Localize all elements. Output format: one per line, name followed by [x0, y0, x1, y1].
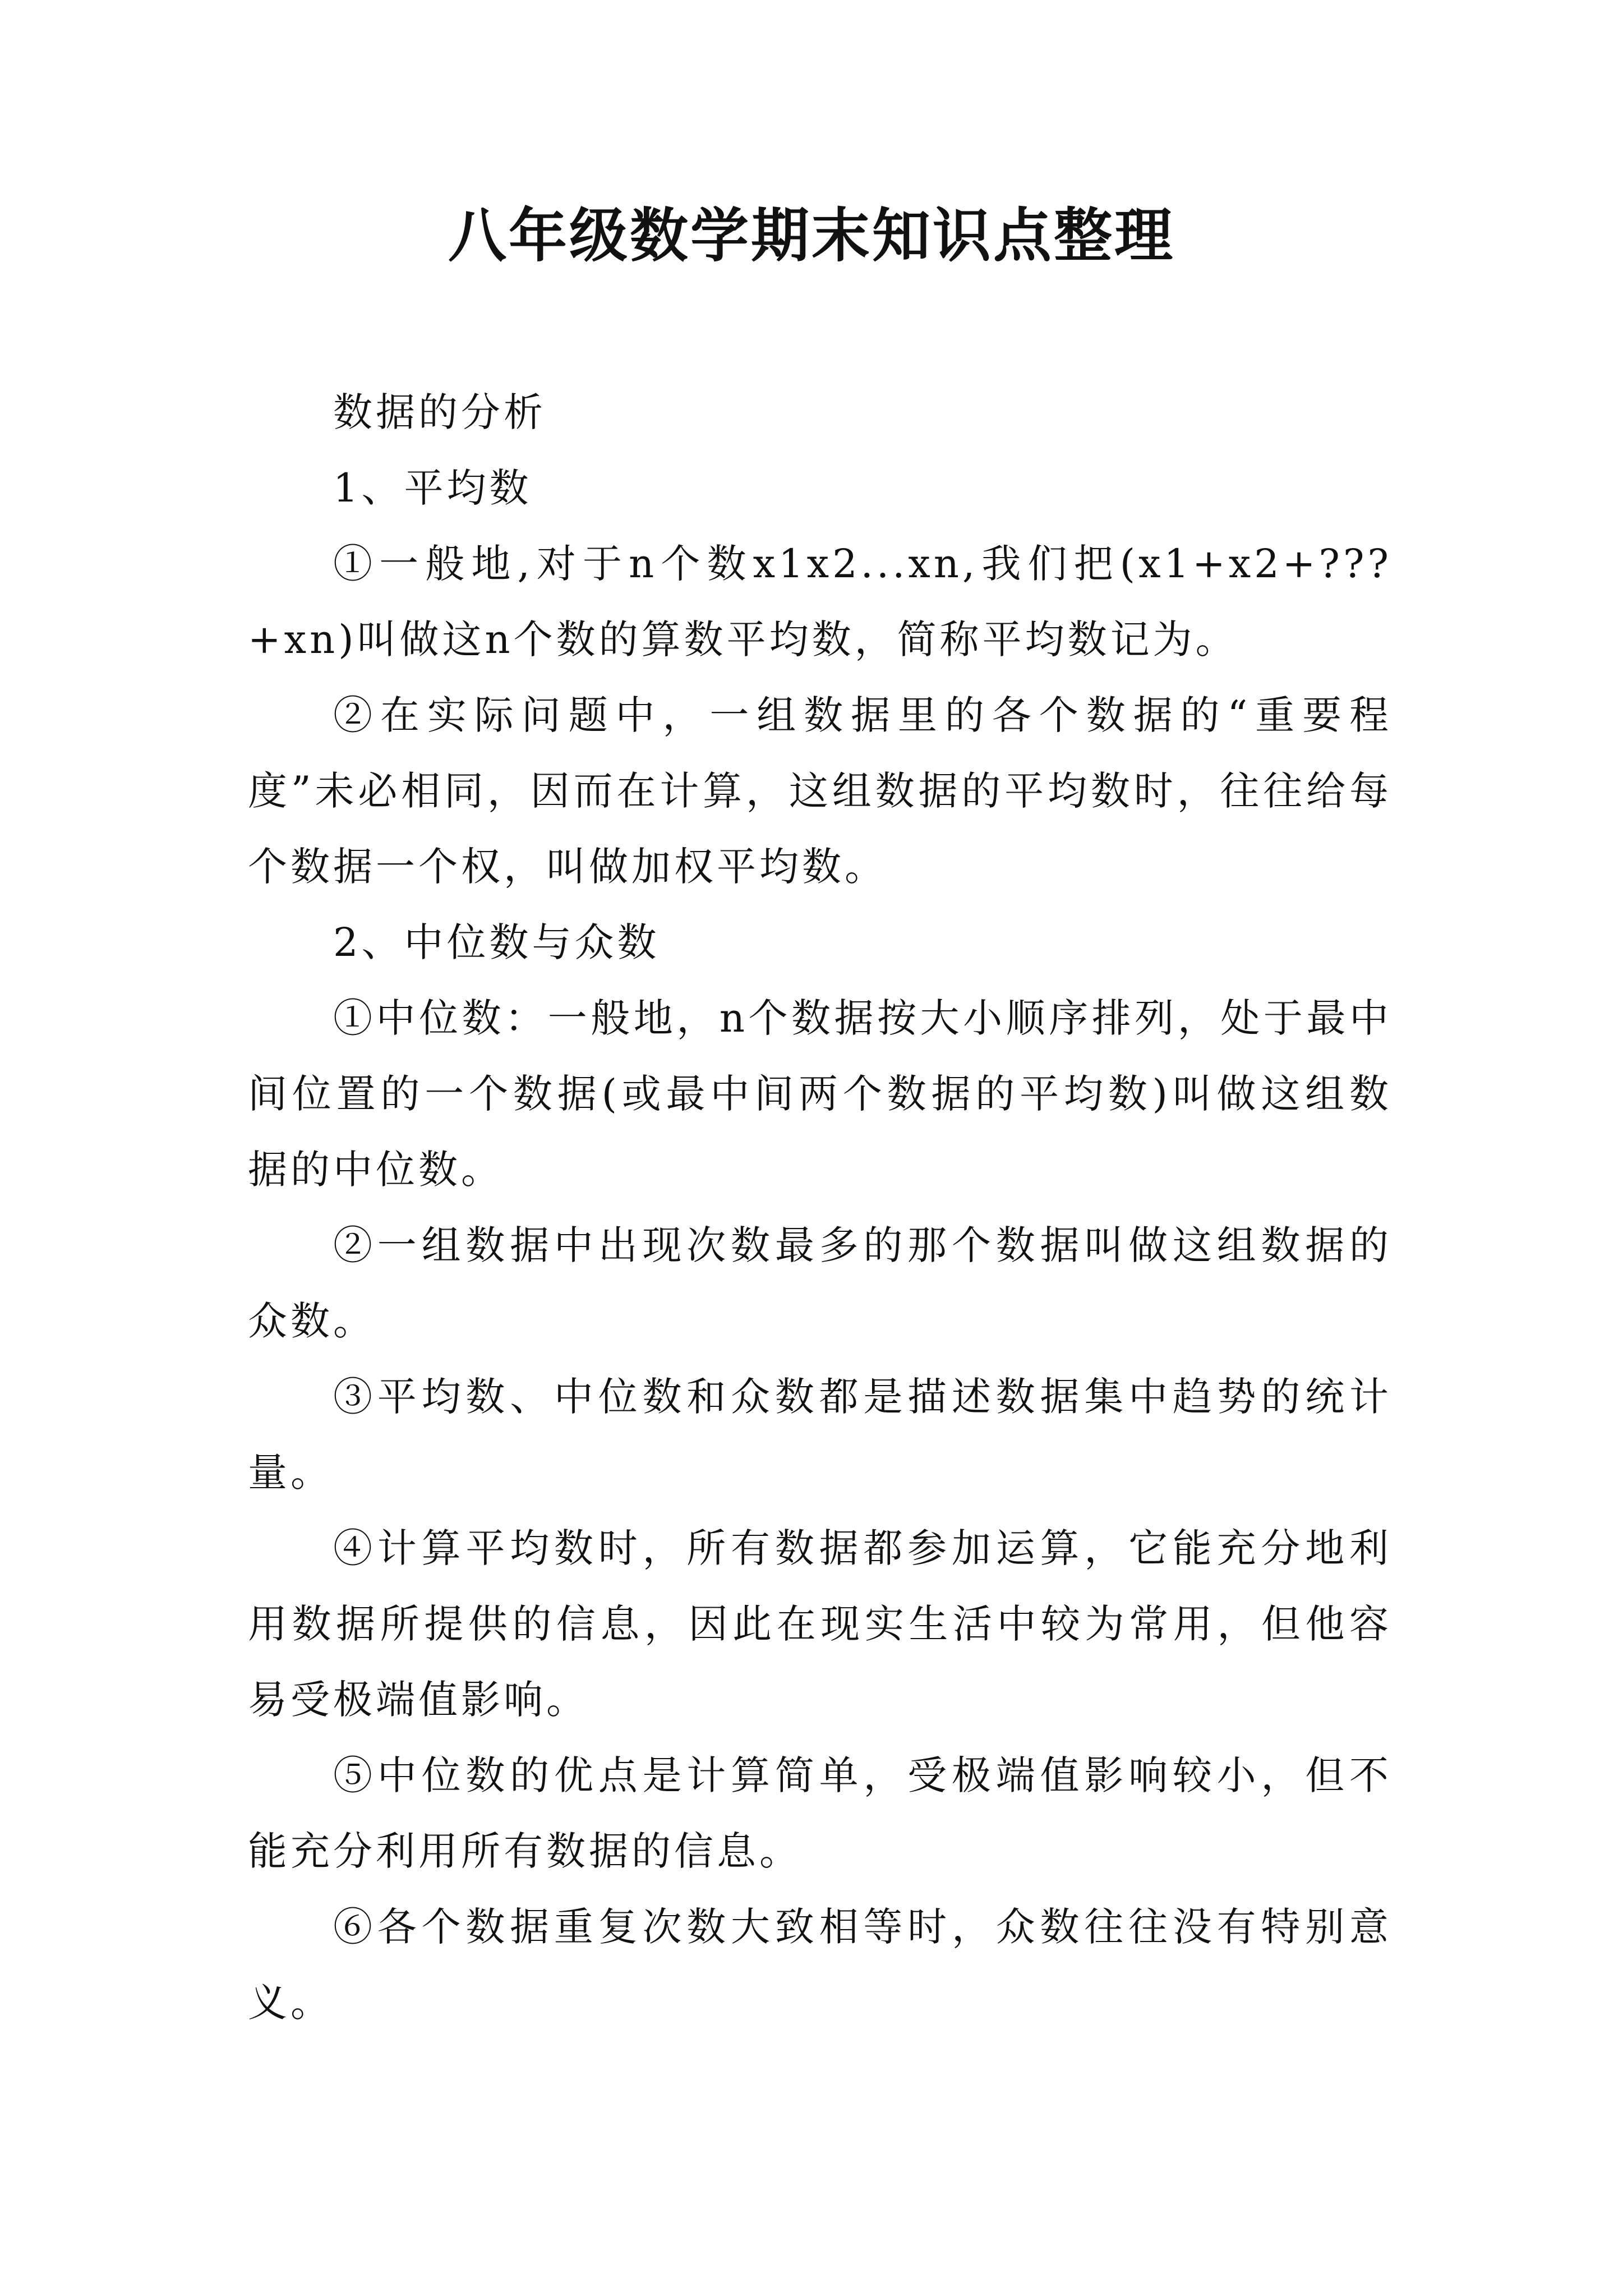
- document-title: 八年级数学期末知识点整理: [448, 201, 1175, 270]
- paragraph-median-definition: ①中位数：一般地，n个数据按大小顺序排列，处于最中间位置的一个数据(或最中间两个数据的平均数)叫做这组数据的中位数。: [248, 995, 1392, 1193]
- paragraph-mean-properties: ④计算平均数时，所有数据都参加运算，它能充分地利用数据所提供的信息，因此在现实生活中较为常用，但他容易受极端值影响。: [248, 1525, 1392, 1723]
- section-heading-data-analysis: 数据的分析: [333, 389, 546, 435]
- paragraph-median-properties: ⑤中位数的优点是计算简单，受极端值影响较小，但不能充分利用所有数据的信息。: [248, 1752, 1392, 1874]
- paragraph-mode-properties: ⑥各个数据重复次数大致相等时，众数往往没有特别意义。: [248, 1904, 1392, 2026]
- subheading-mean: 1、平均数: [333, 465, 532, 511]
- paragraph-mode-definition: ②一组数据中出现次数最多的那个数据叫做这组数据的众数。: [248, 1222, 1392, 1344]
- paragraph-central-tendency: ③平均数、中位数和众数都是描述数据集中趋势的统计量。: [248, 1374, 1392, 1496]
- subheading-median-mode: 2、中位数与众数: [333, 919, 660, 965]
- document-body: [248, 375, 1392, 2041]
- paragraph-weighted-mean: ②在实际问题中，一组数据里的各个数据的“重要程度”未必相同，因而在计算，这组数据的平均数时，往往给每个数据一个权，叫做加权平均数。: [248, 692, 1392, 890]
- paragraph-mean-definition: ①一般地,对于n个数x1x2...xn,我们把(x1+x2+???+xn)叫做这n个数的算数平均数，简称平均数记为。: [248, 541, 1392, 662]
